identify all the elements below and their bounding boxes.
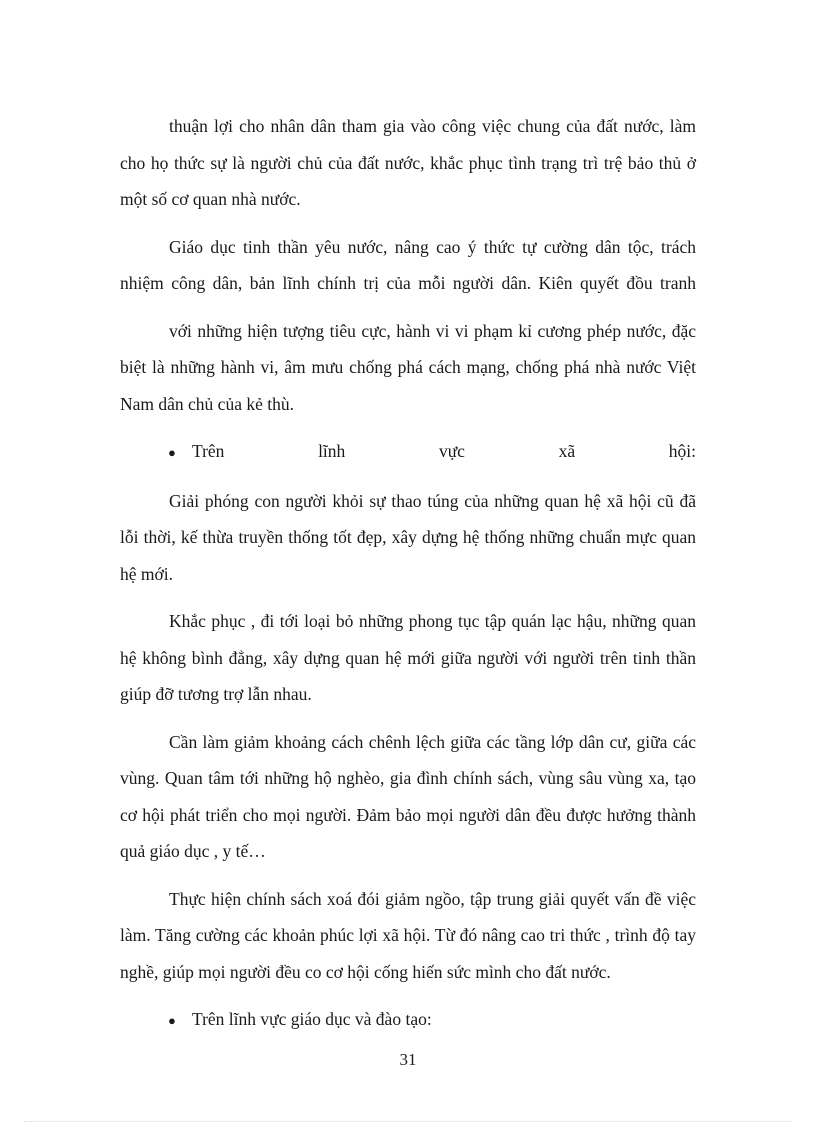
paragraph-struggle: với những hiện tượng tiêu cực, hành vi vi phạm kỉ cương phép nước, đặc biệt là những hành vi, âm mưu chống phá cách mạng, chống phá nhà nước Việt Nam dân chủ của kẻ thù. [120,320,696,414]
page-bottom-divider [24,1121,792,1122]
paragraph-poverty: Thực hiện chính sách xoá đói giảm ngồo, tập trung giải quyết vấn đề việc làm. Tăng cường các khoản phúc lợi xã hội. Từ đó nâng cao tri thức , trình độ tay nghề, giúp mọi người đều co cơ hội cống hiến sức mình cho đất nước. [120,888,696,982]
bullet-education-label: Trên lĩnh vực giáo dục và đào tạo: [192,1009,432,1029]
paragraph-reduce-gap: Cần làm giảm khoảng cách chênh lệch giữa các tầng lớp dân cư, giữa các vùng. Quan tâm tới những hộ nghèo, gia đình chính sách, vùng sâu vùng xa, tạo cơ hội phát triển cho mọi người. Đảm bảo mọi người dân đều được hưởng thành quả giáo dục , y tế… [120,731,696,861]
page-content [120,108,696,1051]
bullet-education-field [120,1001,696,1040]
bullet-dot-icon: ● [168,1013,176,1028]
bullet-social-field [120,433,696,472]
bullet-social-label: Trên lĩnh vực xã hội: [192,441,696,461]
paragraph-liberation: Giải phóng con người khỏi sự thao túng của những quan hệ xã hội cũ đã lỗi thời, kế thừa truyền thống tốt đẹp, xây dựng hệ thống những chuẩn mực quan hệ mới. [120,490,696,584]
bullet-dot-icon: ● [168,445,176,460]
page-number: 31 [399,1050,417,1069]
paragraph-democracy: thuận lợi cho nhân dân tham gia vào công việc chung của đất nước, làm cho họ thức sự là người chủ của đất nước, khắc phục tình trạng trì trệ bảo thủ ở một số cơ quan nhà nước. [120,116,696,209]
paragraph-patriotism: Giáo dục tinh thần yêu nước, nâng cao ý thức tự cường dân tộc, trách nhiệm công dân, bản lĩnh chính trị của mỗi người dân. Kiên quyết đồu tranh [120,236,696,293]
paragraph-overcome: Khắc phục , đi tới loại bỏ những phong tục tập quán lạc hậu, những quan hệ không bình đẳng, xây dựng quan hệ mới giữa người với người trên tinh thần giúp đỡ tương trợ lẫn nhau. [120,611,696,704]
